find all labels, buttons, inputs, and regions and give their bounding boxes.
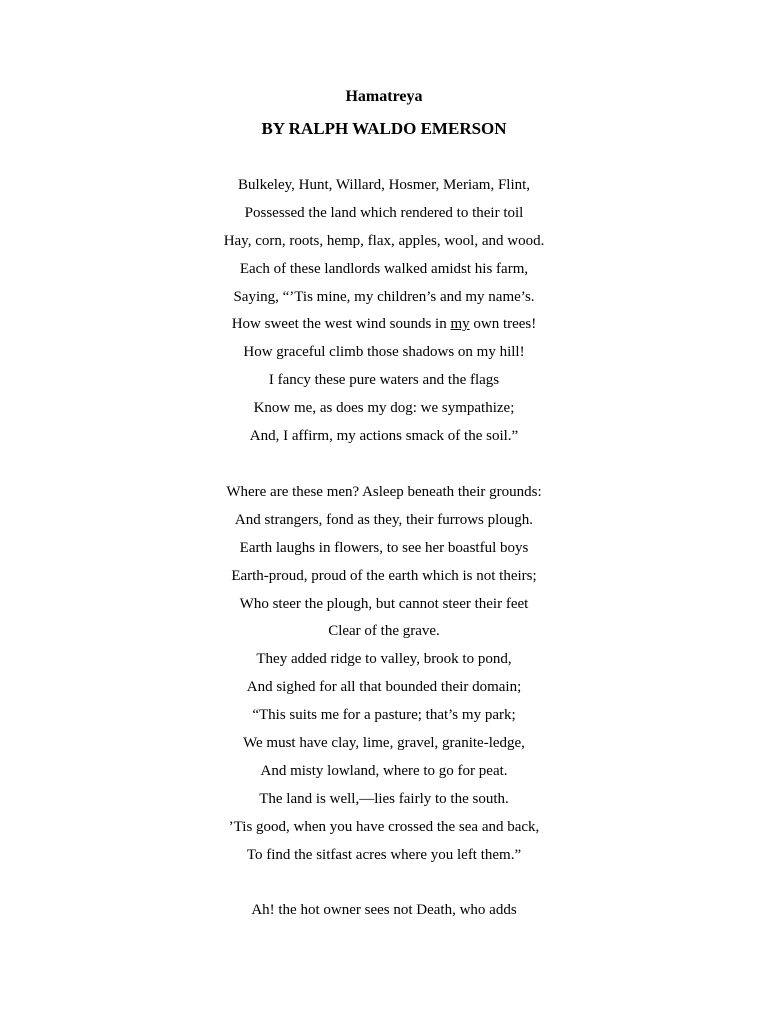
poem-line: Earth laughs in flowers, to see her boastful boys <box>239 539 529 556</box>
poem-line: Clear of the grave. <box>328 623 440 640</box>
poem-line: Earth-proud, proud of the earth which is not theirs; <box>231 567 537 584</box>
stanza <box>0 479 768 869</box>
poem-line: I fancy these pure waters and the flags <box>268 372 500 389</box>
poem-line: And sighed for all that bounded their domain; <box>246 679 522 696</box>
poem-line: To find the sitfast acres where you left them.” <box>246 846 522 863</box>
poem-line: And strangers, fond as they, their furrows plough. <box>234 511 534 528</box>
poem-line: Ah! the hot owner sees not Death, who adds <box>251 902 517 918</box>
poem-line: And misty lowland, where to go for peat. <box>260 762 508 779</box>
poem-line-text: own trees! <box>469 316 537 333</box>
poem-line: And, I affirm, my actions smack of the soil.” <box>249 428 519 445</box>
poem-line: ’Tis good, when you have crossed the sea and back, <box>228 818 540 835</box>
poem-line: Each of these landlords walked amidst his farm, <box>239 260 529 277</box>
poem-line: The land is well,—lies fairly to the south. <box>259 790 509 807</box>
stanza <box>0 897 768 925</box>
poem-line: We must have clay, lime, gravel, granite-ledge, <box>243 735 525 752</box>
poem-byline: BY RALPH WALDO EMERSON <box>261 119 507 138</box>
poem-line-text: How sweet the west wind sounds in <box>231 316 451 333</box>
underlined-word: my <box>450 316 470 333</box>
poem-line: They added ridge to valley, brook to pond, <box>256 651 512 668</box>
poem-line: Possessed the land which rendered to their toil <box>244 204 524 221</box>
poem-line: How graceful climb those shadows on my hill! <box>243 344 525 361</box>
poem-line: “This suits me for a pasture; that’s my park; <box>252 707 516 724</box>
poem-line: Bulkeley, Hunt, Willard, Hosmer, Meriam, Flint, <box>237 177 531 193</box>
stanza <box>0 172 768 451</box>
poem-line: Know me, as does my dog: we sympathize; <box>253 400 515 417</box>
poem-line: Saying, “’Tis mine, my children’s and my name’s. <box>233 288 535 305</box>
poem-line <box>0 311 768 339</box>
poem-line: Hay, corn, roots, hemp, flax, apples, wool, and wood. <box>223 232 545 249</box>
poem-line: Who steer the plough, but cannot steer their feet <box>239 595 529 612</box>
poem-title: Hamatreya <box>345 88 423 105</box>
poem-line: Where are these men? Asleep beneath their grounds: <box>226 484 542 500</box>
